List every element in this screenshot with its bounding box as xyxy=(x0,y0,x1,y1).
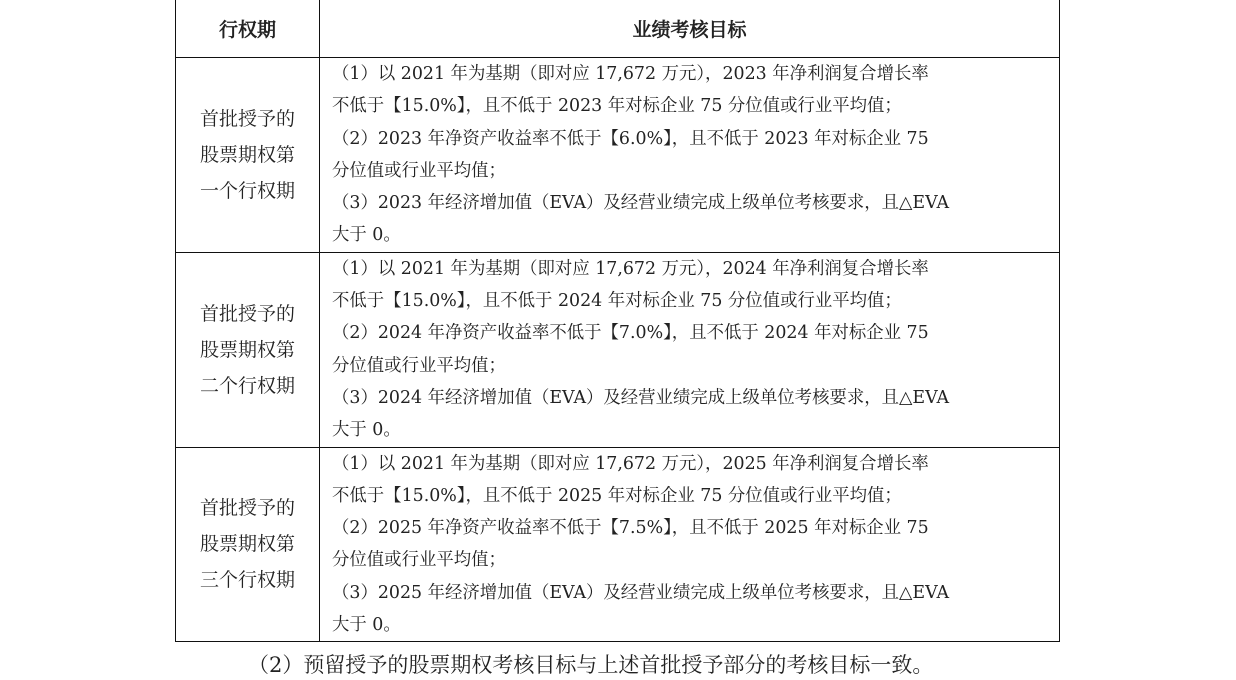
period-line: 股票期权第 xyxy=(199,143,295,166)
target-line: （2）2023 年净资产收益率不低于【6.0%】，且不低于 2023 年对标企业 75 xyxy=(332,128,929,149)
target-line: 分位值或行业平均值； xyxy=(332,160,506,181)
period-line: 首批授予的 xyxy=(199,302,295,325)
target-line: （2）2025 年净资产收益率不低于【7.5%】，且不低于 2025 年对标企业 75 xyxy=(332,518,929,539)
target-line: （1）以 2021 年为基期（即对应 17,672 万元），2024 年净利润复合增长率 xyxy=(332,258,929,279)
period-line: 二个行权期 xyxy=(199,374,295,397)
table-row xyxy=(176,252,1060,447)
target-line: （2）2024 年净资产收益率不低于【7.0%】，且不低于 2024 年对标企业 75 xyxy=(332,323,929,344)
target-line: （3）2023 年经济增加值（EVA）及经营业绩完成上级单位考核要求，且△EVA xyxy=(332,193,950,214)
period-cell xyxy=(176,58,320,253)
period-cell xyxy=(176,447,320,642)
target-line: （1）以 2021 年为基期（即对应 17,672 万元），2025 年净利润复合增长率 xyxy=(332,453,929,474)
table-header-row xyxy=(176,0,1060,58)
period-line: 首批授予的 xyxy=(199,107,295,130)
target-cell xyxy=(320,252,1060,447)
period-line: 三个行权期 xyxy=(199,569,295,592)
table-row xyxy=(176,447,1060,642)
target-line: （3）2024 年经济增加值（EVA）及经营业绩完成上级单位考核要求，且△EVA xyxy=(332,387,950,408)
header-target: 业绩考核目标 xyxy=(320,0,1060,58)
target-line: 大于 0。 xyxy=(332,420,401,441)
period-line: 股票期权第 xyxy=(199,533,295,556)
target-cell xyxy=(320,447,1060,642)
target-cell xyxy=(320,58,1060,253)
period-cell xyxy=(176,252,320,447)
target-line: 不低于【15.0%】，且不低于 2025 年对标企业 75 分位值或行业平均值； xyxy=(332,485,902,506)
table-row xyxy=(176,58,1060,253)
target-line: 不低于【15.0%】，且不低于 2024 年对标企业 75 分位值或行业平均值； xyxy=(332,291,902,312)
period-line: 股票期权第 xyxy=(199,338,295,361)
period-line: 首批授予的 xyxy=(199,497,295,520)
target-line: 分位值或行业平均值； xyxy=(332,550,506,571)
period-line: 一个行权期 xyxy=(199,179,295,202)
target-line: 分位值或行业平均值； xyxy=(332,355,506,376)
target-line: （3）2025 年经济增加值（EVA）及经营业绩完成上级单位考核要求，且△EVA xyxy=(332,582,950,603)
target-line: （1）以 2021 年为基期（即对应 17,672 万元），2023 年净利润复合增长率 xyxy=(332,64,929,84)
performance-table xyxy=(175,0,1060,642)
target-line: 大于 0。 xyxy=(332,225,401,246)
target-line: 不低于【15.0%】，且不低于 2023 年对标企业 75 分位值或行业平均值； xyxy=(332,96,902,117)
footer-paragraph: （2）预留授予的股票期权考核目标与上述首批授予部分的考核目标一致。 xyxy=(248,653,934,677)
target-line: 大于 0。 xyxy=(332,615,401,636)
header-period: 行权期 xyxy=(176,0,320,58)
